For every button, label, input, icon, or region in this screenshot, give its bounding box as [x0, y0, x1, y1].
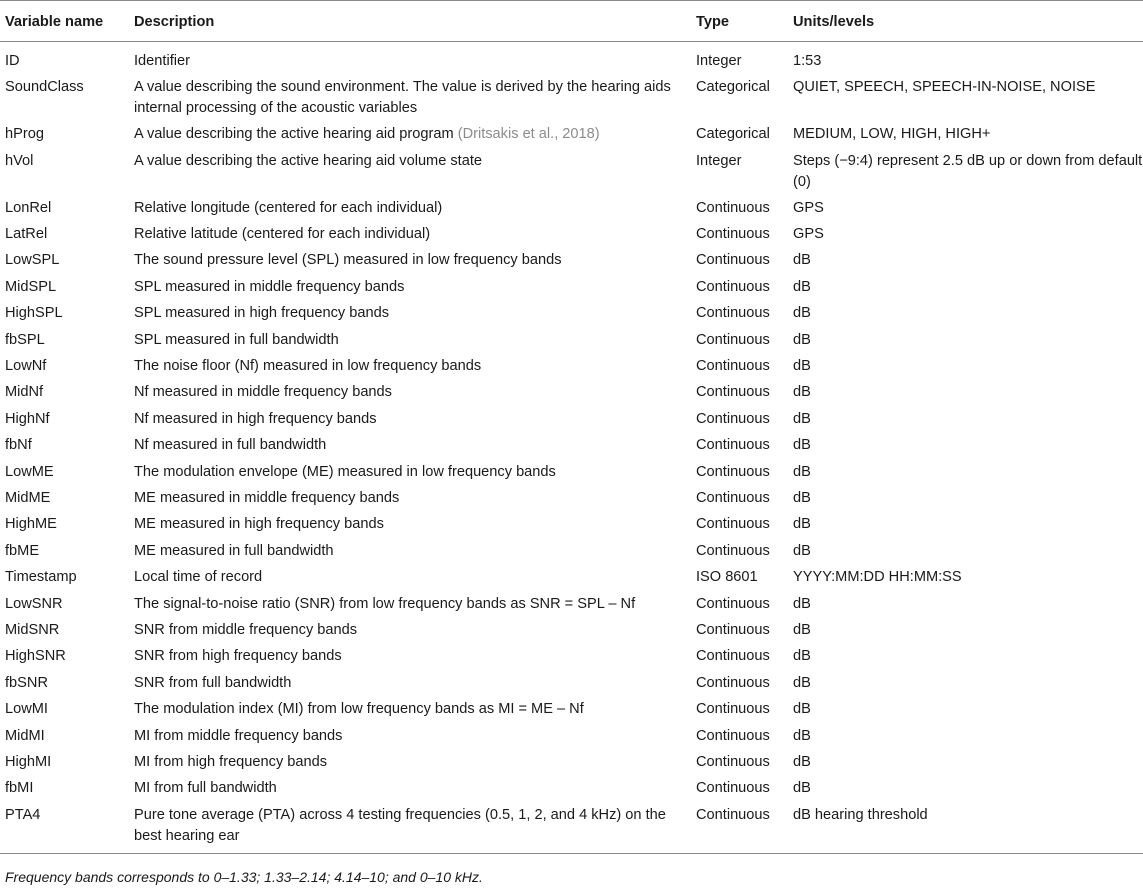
table-row	[0, 406, 1143, 432]
cell-type: Continuous	[696, 802, 793, 854]
cell-type: Continuous	[696, 727, 770, 744]
cell-variable-name: hVol	[5, 152, 34, 169]
cell-units-levels: dB	[793, 437, 811, 454]
cell-type: Continuous	[696, 780, 770, 797]
table-row	[0, 723, 1143, 749]
cell-type: Continuous	[696, 358, 770, 375]
cell-variable-name: HighNf	[5, 410, 50, 427]
table-row	[0, 485, 1143, 511]
cell-variable-name: fbSNR	[5, 674, 48, 691]
table-row	[0, 644, 1143, 670]
cell-type: Continuous	[696, 463, 770, 480]
cell-type: Continuous	[696, 674, 770, 691]
table-row	[0, 538, 1143, 564]
table-row	[0, 353, 1143, 379]
table-row	[0, 380, 1143, 406]
cell-units-levels: dB	[793, 753, 811, 770]
cell-description: ME measured in full bandwidth	[134, 542, 334, 559]
table-row	[0, 617, 1143, 643]
cell-variable-name: HighMI	[5, 753, 52, 770]
cell-variable-name: PTA4	[0, 802, 134, 854]
cell-units-levels: dB hearing threshold	[793, 802, 1143, 854]
table-row	[0, 459, 1143, 485]
cell-units-levels: dB	[793, 595, 811, 612]
header-type: Type	[696, 1, 793, 42]
cell-description: SNR from middle frequency bands	[134, 621, 358, 638]
cell-description: ME measured in high frequency bands	[134, 516, 384, 533]
cell-description: Identifier	[134, 53, 190, 69]
table-row	[0, 670, 1143, 696]
cell-type: Continuous	[696, 595, 770, 612]
cell-units-levels: dB	[793, 463, 811, 480]
table-row	[0, 148, 1143, 195]
cell-description: Local time of record	[134, 569, 263, 586]
cell-variable-name: hProg	[5, 126, 44, 143]
cell-variable-name: MidME	[5, 489, 51, 506]
cell-units-levels: YYYY:MM:DD HH:MM:SS	[793, 569, 962, 586]
cell-variable-name: MidMI	[5, 727, 45, 744]
cell-variable-name: LowSPL	[5, 252, 60, 269]
table-row	[0, 564, 1143, 590]
cell-variable-name: LonRel	[5, 199, 52, 216]
cell-description: Nf measured in middle frequency bands	[134, 384, 392, 401]
cell-units-levels: GPS	[793, 226, 824, 243]
cell-description: SNR from high frequency bands	[134, 648, 342, 665]
cell-type: Continuous	[696, 278, 770, 295]
cell-type: Integer	[696, 152, 742, 169]
table-row	[0, 327, 1143, 353]
table-row	[0, 195, 1143, 221]
table-row	[0, 221, 1143, 247]
cell-description: MI from middle frequency bands	[134, 727, 343, 744]
cell-type: Continuous	[696, 331, 770, 348]
cell-units-levels: Steps (−9:4) represent 2.5 dB up or down from default (0)	[793, 152, 1143, 190]
table-row	[0, 42, 1143, 75]
cell-variable-name: ID	[5, 53, 20, 69]
table-row	[0, 300, 1143, 326]
cell-type: Continuous	[696, 199, 770, 216]
cell-description: Pure tone average (PTA) across 4 testing frequencies (0.5, 1, 2, and 4 kHz) on the best hearing ear	[134, 802, 696, 854]
cell-type: Continuous	[696, 384, 770, 401]
cell-variable-name: Timestamp	[5, 569, 77, 586]
cell-units-levels: dB	[793, 410, 811, 427]
table-footnote: Frequency bands corresponds to 0–1.33; 1.33–2.14; 4.14–10; and 0–10 kHz.	[5, 869, 483, 885]
table-header	[0, 1, 1143, 42]
cell-description: SPL measured in middle frequency bands	[134, 278, 405, 295]
cell-units-levels: dB	[793, 489, 811, 506]
cell-units-levels: 1:53	[793, 53, 822, 69]
table-row	[0, 696, 1143, 722]
cell-type: Continuous	[696, 437, 770, 454]
cell-variable-name: fbSPL	[5, 331, 45, 348]
cell-variable-name: HighSNR	[5, 648, 66, 665]
cell-variable-name: fbMI	[5, 780, 34, 797]
cell-units-levels: dB	[793, 674, 811, 691]
cell-units-levels: GPS	[793, 199, 824, 216]
cell-type: Continuous	[696, 648, 770, 665]
cell-type: Continuous	[696, 305, 770, 322]
table-row	[0, 75, 1143, 122]
cell-variable-name: MidNf	[5, 384, 44, 401]
cell-description: The signal-to-noise ratio (SNR) from low frequency bands as SNR = SPL – Nf	[134, 595, 636, 612]
cell-type: ISO 8601	[696, 569, 758, 586]
cell-description	[134, 122, 696, 148]
cell-units-levels: dB	[793, 727, 811, 744]
cell-units-levels: dB	[793, 542, 811, 559]
cell-variable-name: fbNf	[5, 437, 32, 454]
cell-description: The modulation envelope (ME) measured in low frequency bands	[134, 463, 556, 480]
cell-units-levels: QUIET, SPEECH, SPEECH-IN-NOISE, NOISE	[793, 79, 1096, 96]
cell-type: Continuous	[696, 489, 770, 506]
table-row	[0, 512, 1143, 538]
cell-type: Continuous	[696, 701, 770, 718]
table-row	[0, 775, 1143, 801]
cell-description: Nf measured in full bandwidth	[134, 437, 327, 454]
table-row	[0, 274, 1143, 300]
cell-variable-name: MidSNR	[5, 621, 60, 638]
cell-description: A value describing the active hearing aid volume state	[134, 152, 483, 169]
cell-variable-name: LowME	[5, 463, 54, 480]
cell-type: Continuous	[696, 410, 770, 427]
cell-units-levels: dB	[793, 621, 811, 638]
cell-variable-name: MidSPL	[5, 278, 57, 295]
cell-description: SNR from full bandwidth	[134, 674, 292, 691]
cell-description: SPL measured in full bandwidth	[134, 331, 339, 348]
cell-description: Nf measured in high frequency bands	[134, 410, 377, 427]
cell-variable-name: fbME	[5, 542, 40, 559]
cell-units-levels: dB	[793, 278, 811, 295]
cell-variable-name: HighME	[5, 516, 57, 533]
cell-variable-name: LatRel	[5, 226, 48, 243]
table-row	[0, 802, 1143, 854]
cell-variable-name: LowNf	[5, 358, 47, 375]
cell-description: The noise floor (Nf) measured in low frequency bands	[134, 358, 482, 375]
table-row	[0, 591, 1143, 617]
cell-description: A value describing the sound environment. The value is derived by the hearing aids internal processing of the acoustic variables	[134, 79, 671, 117]
cell-description: The modulation index (MI) from low frequency bands as MI = ME – Nf	[134, 701, 584, 718]
cell-type: Continuous	[696, 753, 770, 770]
table-row	[0, 122, 1143, 148]
cell-description: ME measured in middle frequency bands	[134, 489, 400, 506]
header-variable-name: Variable name	[0, 1, 134, 42]
header-description: Description	[134, 1, 696, 42]
table-row	[0, 749, 1143, 775]
cell-type: Continuous	[696, 252, 770, 269]
cell-description: MI from high frequency bands	[134, 753, 328, 770]
cell-type: Integer	[696, 53, 742, 69]
cell-units-levels: MEDIUM, LOW, HIGH, HIGH+	[793, 126, 991, 143]
cell-type: Categorical	[696, 79, 770, 96]
cell-type: Continuous	[696, 516, 770, 533]
cell-units-levels: dB	[793, 516, 811, 533]
table-row	[0, 432, 1143, 458]
cell-units-levels: dB	[793, 358, 811, 375]
cell-units-levels: dB	[793, 252, 811, 269]
cell-units-levels: dB	[793, 701, 811, 718]
table-body	[0, 42, 1143, 854]
table-row	[0, 248, 1143, 274]
cell-type: Continuous	[696, 542, 770, 559]
cell-description: Relative latitude (centered for each individual)	[134, 226, 431, 243]
cell-units-levels: dB	[793, 305, 811, 322]
cell-type: Continuous	[696, 226, 770, 243]
header-row	[0, 1, 1143, 42]
cell-description: SPL measured in high frequency bands	[134, 305, 390, 322]
cell-type: Continuous	[696, 621, 770, 638]
citation-link[interactable]: (Dritsakis et al., 2018)	[457, 126, 600, 143]
cell-units-levels: dB	[793, 648, 811, 665]
cell-description: Relative longitude (centered for each individual)	[134, 199, 443, 216]
cell-units-levels: dB	[793, 384, 811, 401]
cell-units-levels: dB	[793, 331, 811, 348]
cell-description: MI from full bandwidth	[134, 780, 277, 797]
cell-variable-name: LowMI	[5, 701, 48, 718]
description-text: A value describing the active hearing aid program	[134, 126, 454, 143]
cell-variable-name: LowSNR	[5, 595, 63, 612]
cell-type: Categorical	[696, 126, 770, 143]
cell-units-levels: dB	[793, 780, 811, 797]
cell-description: The sound pressure level (SPL) measured in low frequency bands	[134, 252, 562, 269]
cell-variable-name: HighSPL	[5, 305, 63, 322]
cell-variable-name: SoundClass	[5, 79, 84, 96]
header-units-levels: Units/levels	[793, 1, 1143, 42]
